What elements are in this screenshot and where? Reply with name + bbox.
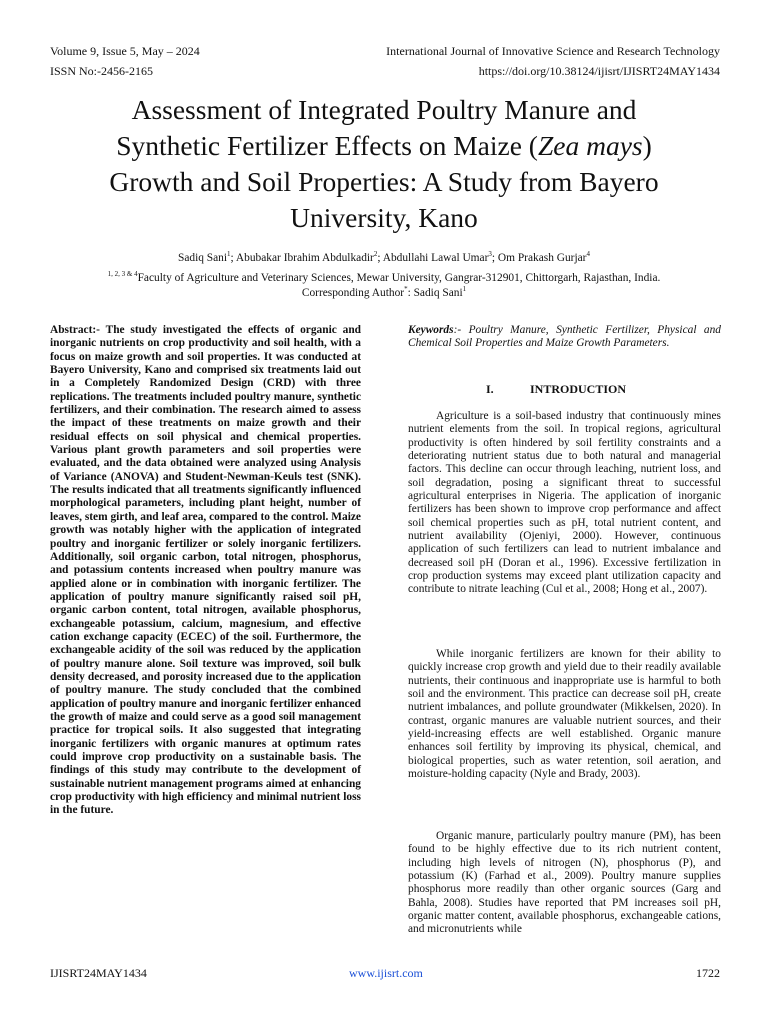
author-4-sup: 4 <box>586 250 590 259</box>
corresponding-author <box>30 285 738 301</box>
author-list <box>30 250 738 266</box>
title-line-3: Growth and Soil Properties: A Study from Bayero <box>109 166 659 197</box>
doi-link[interactable]: https://doi.org/10.38124/ijisrt/IJISRT24MAY1434 <box>478 64 720 78</box>
author-4: ; Om Prakash Gurjar <box>491 252 587 264</box>
title-line-1: Assessment of Integrated Poultry Manure and <box>131 94 637 125</box>
author-2: ; Abubakar Ibrahim Abdulkadir <box>230 252 374 264</box>
corresponding-label: Corresponding Author <box>301 287 405 299</box>
corresponding-name-sup: 1 <box>462 285 467 294</box>
keywords-text: :- Poultry Manure, Synthetic Fertilizer, Physical and Chemical Soil Properties and Maize Growth Parameters. <box>408 324 721 350</box>
volume-info: Volume 9, Issue 5, May – 2024 <box>50 44 200 58</box>
intro-paragraph-3 <box>408 830 721 937</box>
author-1-sup: 1 <box>227 250 231 259</box>
keywords-label: Keywords <box>408 324 454 336</box>
intro-paragraph-1 <box>408 410 721 597</box>
title-line-2-close: ) <box>642 130 652 161</box>
corresponding-asterisk: * <box>404 285 408 294</box>
author-1: Sadiq Sani <box>178 252 228 264</box>
paragraph-text: Agriculture is a soil-based industry that continuously mines nutrient elements from the soil. In tropical regions, agricultural productivity is often hindered by soil fertility constraints and a deteriorating nutrient status due to both natural and managerial factors. This decline can occur through leaching, nutrient loss, and soil degradation, posing a significant threat to successful agricultural enterprises in Nigeria. The application of inorganic fertilizers has been shown to improve crop performance and affect soil chemical properties such as pH, total nutrient content, and nutrient availability (Ojeniyi, 2000). However, continuous application of such fertilizers can lead to nutrient imbalance and decreased soil pH (Doran et al., 1996). Excessive fertilization in crop production systems may exceed plant utilization capacity and contribute to nitrate leaching (Cul et al., 2008; Hong et al., 2007). <box>408 410 721 596</box>
title-line-2-text: Synthetic Fertilizer Effects on Maize ( <box>116 130 538 161</box>
paper-title <box>50 92 718 236</box>
author-2-sup: 2 <box>373 250 378 259</box>
page-number: 1722 <box>696 966 720 980</box>
abstract: Abstract:- The study investigated the effects of organic and inorganic nutrients on crop productivity and soil health, with a focus on maize growth and soil properties. It was conducted at Bayero University, Kano and comprised six treatments laid out in a Completely Randomized Design (CRD) with three replications. The treatments included poultry manure, synthetic fertilizers, and their combination. The research aimed to assess the impact of these treatments on maize growth and their residual effects on soil physical and chemical properties. Various plant growth parameters and soil properties were evaluated, and the data obtained were analyzed using Analysis of Variance (ANOVA) and Student-Newman-Keuls test (SNK). The results indicated that all treatments significantly influenced morphological parameters, including plant height, number of leaves, stem girth, and leaf area, compared to the control. Maize growth was notably higher with the application of integrated poultry and inorganic fertilizer or solely inorganic fertilizers. Additionally, soil organic carbon, total nitrogen, phosphorus, and potassium contents increased when poultry manure was applied alone or in combination with inorganic fertilizer. The application of poultry manure significantly raised soil pH, organic carbon content, total nitrogen, available phosphorus, exchangeable potassium, calcium, magnesium, and effective cation exchange capacity (ECEC) of the soil. Furthermore, the exchangeable acidity of the soil was reduced by the application of poultry manure alone. Soil texture was improved, soil bulk density decreased, and porosity increased due to the application of poultry manure. The study concluded that the combined application of poultry manure and inorganic fertilizer enhanced the growth of maize and could serve as a good soil management practice for tropical soils. It also suggested that integrating inorganic fertilizers with organic manures at optimum rates could improve crop productivity on a sustainable basis. The findings of this study may contribute to the development of sustainable nutrient management programs aimed at enhancing crop productivity with high efficiency and minimal nutrient loss in the future. <box>50 324 361 817</box>
title-line-2 <box>50 128 718 164</box>
journal-name: International Journal of Innovative Science and Research Technology <box>386 44 720 58</box>
corresponding-name: : Sadiq Sani <box>407 287 463 299</box>
website-link[interactable]: www.ijisrt.com <box>349 966 423 980</box>
footer-code: IJISRT24MAY1434 <box>50 966 147 980</box>
title-line-4: University, Kano <box>290 202 478 233</box>
author-3-sup: 3 <box>488 250 492 259</box>
section-number: I. <box>486 382 494 396</box>
author-3: ; Abdullahi Lawal Umar <box>377 252 489 264</box>
affiliation-sup: 1, 2, 3 & 4 <box>107 270 138 279</box>
species-name: Zea mays <box>537 130 643 161</box>
paragraph-text: While inorganic fertilizers are known for their ability to quickly increase crop growth and yield due to their readily available nutrients, their continuous and inappropriate use is harmful to both soil and the environment. This practice can decrease soil pH, create nutrient imbalances, and pollute groundwater (Mikkelsen, 2020). In contrast, organic manures are valuable nutrient sources, and their yield-increasing effects are well established. Organic manure enhances soil fertility by improving its physical, chemical, and biological properties, such as water retention, soil aeration, and moisture-holding capacity (Nyle and Brady, 2003). <box>408 648 721 781</box>
affiliation <box>30 270 738 286</box>
intro-paragraph-2 <box>408 648 721 781</box>
section-title: INTRODUCTION <box>530 382 627 396</box>
affiliation-text: Faculty of Agriculture and Veterinary Sciences, Mewar University, Gangrar-312901, Chittorgarh, Rajasthan, India. <box>137 272 661 284</box>
issn: ISSN No:-2456-2165 <box>50 64 154 78</box>
paragraph-text: Organic manure, particularly poultry manure (PM), has been found to be highly effective due to its rich nutrient content, including high levels of nitrogen (N), phosphorus (P), and potassium (K) (Farhad et al., 2009). Poultry manure supplies phosphorus more readily than other organic sources (Garg and Bahla, 2008). Studies have reported that PM increases soil pH, organic matter content, available phosphorus, exchangeable cations, and micronutrients while <box>408 830 721 936</box>
keywords <box>408 324 721 351</box>
